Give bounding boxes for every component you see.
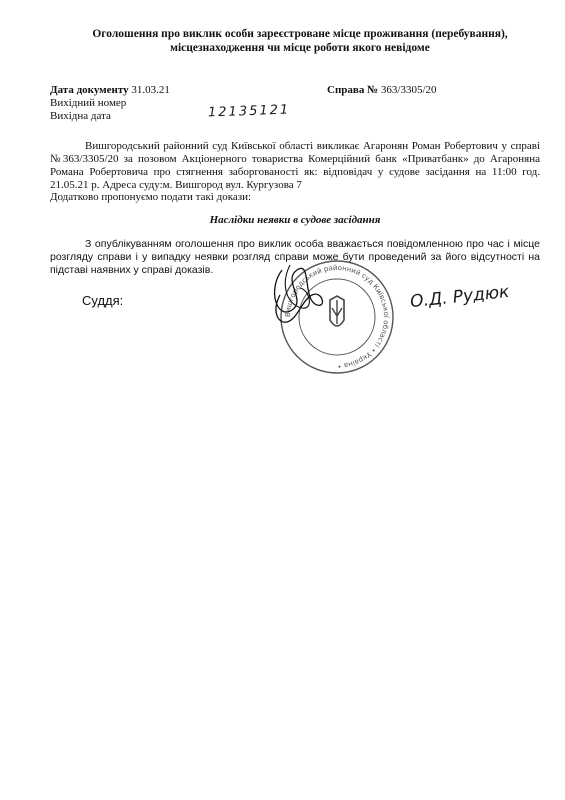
summons-paragraph: Вишгородський районний суд Київської області викликає Агаронян Роман Робертович у справі №363/3305/20 за позовом Акціонерного товариства Комерційний банк «Приватбанк» до Агароняна Романа Робертовича про стягнення заборгованості як: відповідач у судове засідання на 11:00 год. 21.05.21 р. Адреса суду:м. Вишгород вул. Кургузова 7 bbox=[50, 140, 540, 191]
date-value: 31.03.21 bbox=[131, 84, 170, 96]
outgoing-date-label: Вихідна дата bbox=[50, 110, 111, 122]
case-label: Справа № bbox=[327, 84, 379, 96]
judge-signature bbox=[262, 250, 342, 330]
handwritten-outgoing-number: 12135121 bbox=[207, 102, 291, 121]
title-line-1: Оголошення про виклик особи зареєстроване місце проживання (перебування), bbox=[92, 28, 508, 40]
stamp-ring-textpath: Вишгородський районний суд Київської області • Україна • bbox=[283, 263, 391, 371]
judge-label: Суддя: bbox=[82, 293, 124, 308]
outgoing-number-label: Вихідний номер bbox=[50, 97, 127, 109]
judge-name-handwritten: О.Д. Рудюк bbox=[409, 281, 511, 313]
case-value: 363/3305/20 bbox=[380, 84, 437, 96]
consequences-heading: Наслідки неявки в судове засідання bbox=[209, 214, 381, 226]
case-block bbox=[327, 84, 437, 97]
title-line-2: місцезнаходження чи місце роботи якого невідоме bbox=[170, 42, 430, 54]
date-label: Дата документу bbox=[50, 84, 129, 96]
evidence-line: Додатково пропонуємо подати такі докази: bbox=[50, 191, 252, 203]
signature-scribble-icon bbox=[262, 250, 342, 330]
date-block bbox=[50, 84, 170, 97]
consequences-paragraph: З опублікуванням оголошення про виклик особа вважається повідомленною про час і місце розгляду справи і у випадку неявки розгляд справи може бути проведений за його відсутності на підставі наявних у справі доказів. bbox=[50, 238, 540, 276]
document-title bbox=[60, 27, 540, 55]
